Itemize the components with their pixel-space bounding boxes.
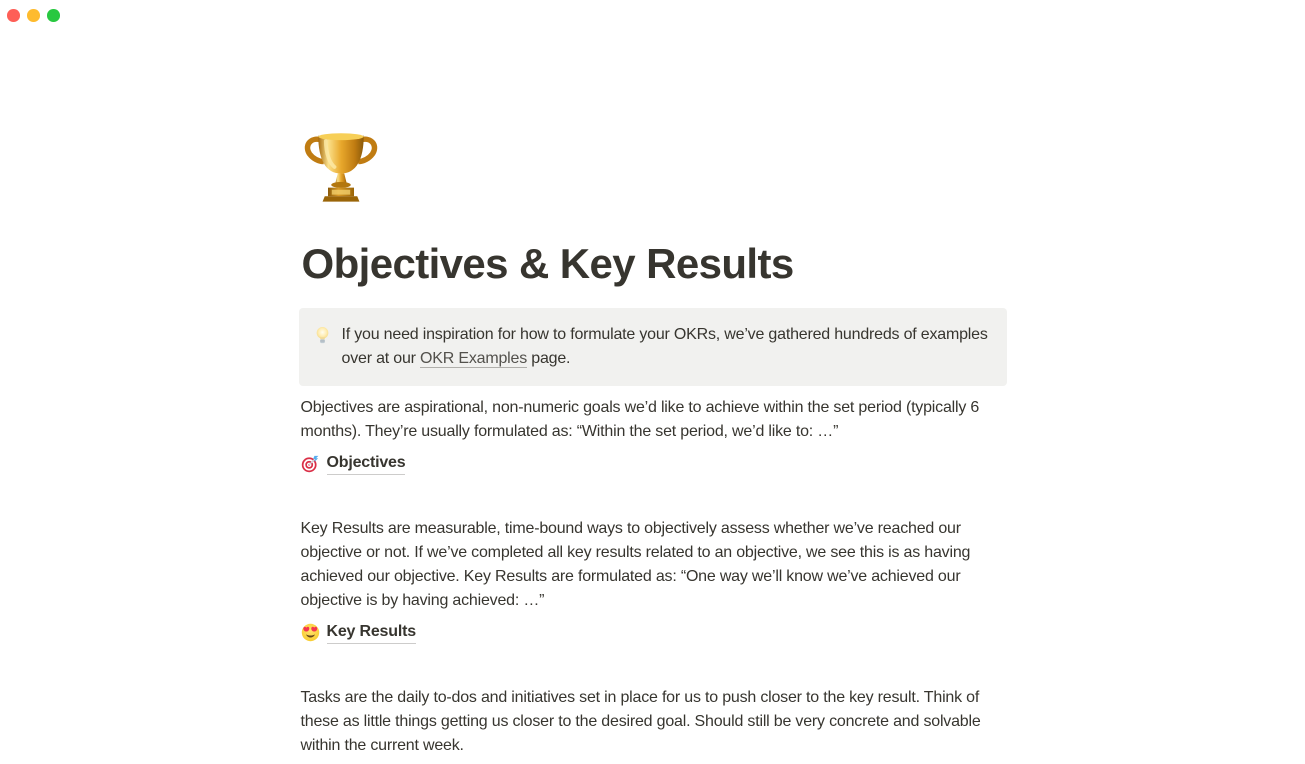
page-content <box>299 0 1007 758</box>
objectives-paragraph[interactable]: Objectives are aspirational, non-numeric goals we’d like to achieve within the set period (typically 6 months). They’re usually formulated as: “Within the set period, we’d like to: …” <box>300 398 980 440</box>
callout-block[interactable] <box>299 308 1007 386</box>
callout-text-before: If you need inspiration for how to formulate your OKRs, we’ve gathered hundreds of examples over at our <box>341 325 988 367</box>
page-icon[interactable] <box>302 128 380 206</box>
light-bulb-emoji <box>312 325 333 346</box>
key-results-page-link[interactable] <box>299 620 1007 646</box>
okr-examples-link[interactable]: OKR Examples <box>420 349 527 367</box>
page-title[interactable]: Objectives & Key Results <box>301 240 794 287</box>
dart-emoji <box>301 454 320 473</box>
key-results-paragraph[interactable]: Key Results are measurable, time-bound ways to objectively assess whether we’ve reached our objective or not. If we’ve completed all key results related to an objective, we see this is as having achieved our objective. Key Results are formulated as: “One way we’ll know we’ve achieved our objective is by having achieved: …” <box>300 519 971 609</box>
heart-eyes-emoji <box>301 623 320 642</box>
zoom-window-button[interactable] <box>47 9 60 22</box>
callout-text-after: page. <box>527 349 571 367</box>
callout-text <box>342 323 991 371</box>
page-link-label: Objectives <box>327 452 406 475</box>
objectives-page-link[interactable] <box>299 451 1007 477</box>
close-window-button[interactable] <box>7 9 20 22</box>
trophy-emoji <box>302 193 380 210</box>
tasks-paragraph[interactable]: Tasks are the daily to-dos and initiatives set in place for us to push closer to the key result. Think of these as little things getting us closer to the desired goal. Should still be very concrete and solvable within the current week. <box>300 688 981 754</box>
minimize-window-button[interactable] <box>27 9 40 22</box>
window-controls <box>7 9 60 22</box>
page-link-label: Key Results <box>327 621 416 644</box>
